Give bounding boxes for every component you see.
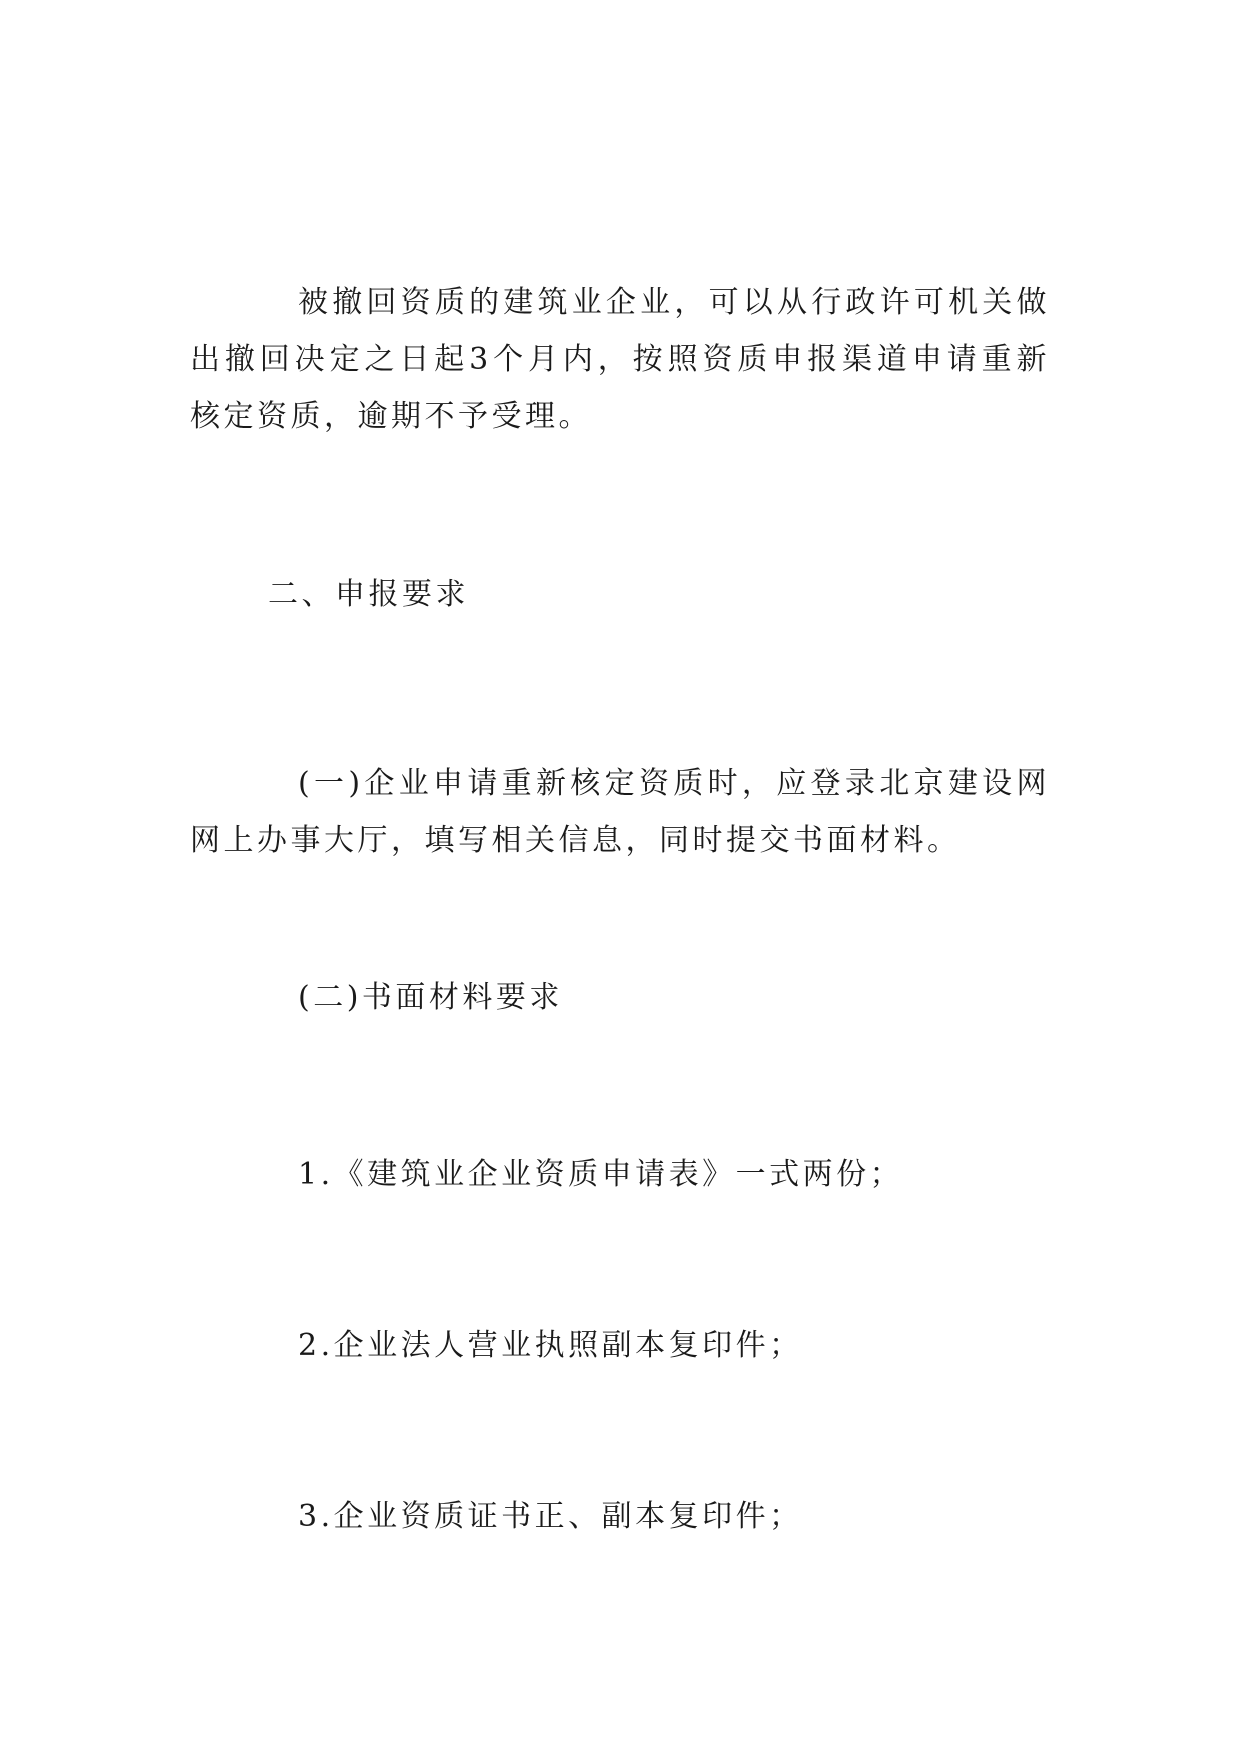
list-item: 1.《建筑业企业资质申请表》一式两份； <box>298 1157 904 1192</box>
section-heading-requirements: 二、申报要求 <box>268 577 469 612</box>
subheading-written-materials: (二)书面材料要求 <box>298 980 563 1015</box>
list-item: 2.企业法人营业执照副本复印件； <box>298 1328 803 1363</box>
paragraph-online-application: (一)企业申请重新核定资质时，应登录北京建设网网上办事大厅，填写相关信息，同时提交书面材料。 <box>190 766 1050 858</box>
paragraph-revoke: 被撤回资质的建筑业企业，可以从行政许可机关做出撤回决定之日起3个月内，按照资质申报渠道申请重新核定资质，逾期不予受理。 <box>190 285 1050 434</box>
list-item: 3.企业资质证书正、副本复印件； <box>298 1499 803 1534</box>
